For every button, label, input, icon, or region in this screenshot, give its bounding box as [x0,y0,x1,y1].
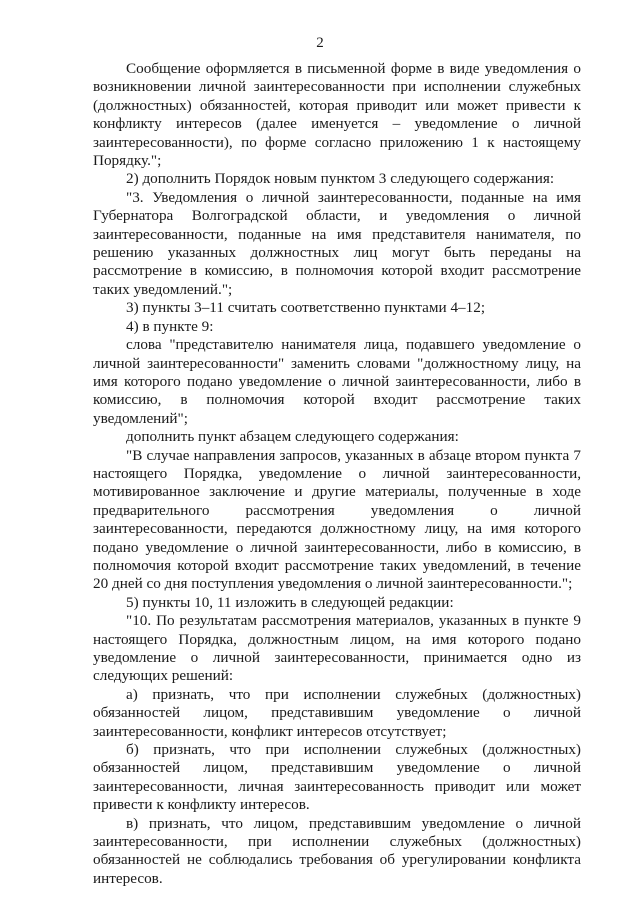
paragraph-decision-b: б) признать, что при исполнении служебных (должностных) обязанностей лицом, представившим уведомление о личной заинтересованности, личная заинтересованность приводит или может привести к конфликту интересов. [93,741,581,814]
paragraph-item-2: 2) дополнить Порядок новым пунктом 3 следующего содержания: [126,170,555,188]
paragraph-point-10: "10. По результатам рассмотрения материалов, указанных в пункте 9 настоящего Порядка, должностным лицом, на имя которого подано уведомление о личной заинтересованности, принимается одно из следующих решений: [93,612,581,685]
page-number: 2 [316,35,324,51]
paragraph-add-clause: дополнить пункт абзацем следующего содержания: [126,428,459,446]
paragraph-decision-a: а) признать, что при исполнении служебных (должностных) обязанностей лицом, представившим уведомление о личной заинтересованности, конфликт интересов отсутствует; [93,685,581,740]
paragraph-item-5: 5) пункты 10, 11 изложить в следующей редакции: [126,593,454,611]
paragraph-requests-case: "В случае направления запросов, указанных в абзаце втором пункта 7 настоящего Порядка, уведомление о личной заинтересованности, мотивированное заключение и другие материалы, полученные в ходе предварительного рассмотрения уведомления о личной заинтересованности, передаются должностному лицу, на имя которого подано уведомление о личной заинтересованности, либо в комиссию, в полномочия которой входит рассмотрение таких уведомлений, в течение 20 дней со дня поступления уведомления о личной заинтересованности."; [93,446,581,593]
paragraph-decision-c: в) признать, что лицом, представившим уведомление о личной заинтересованности, при исполнении служебных (должностных) обязанностей не соблюдались требования об урегулировании конфликта интересов. [93,814,581,887]
paragraph-new-point-3: "3. Уведомления о личной заинтересованности, поданные на имя Губернатора Волгоградской области, и уведомления о личной заинтересованности, поданные на имя представителя нанимателя, по решению указанных должностных лиц могут быть переданы на рассмотрение в комиссию, в полномочия которой входит рассмотрение таких уведомлений."; [93,188,581,298]
paragraph-replace-words: слова "представителю нанимателя лица, подавшего уведомление о личной заинтересованности" заменить словами "должностному лицу, на имя которого подано уведомление о личной заинтересованности, либо в комиссию, в полномочия которой входит рассмотрение таких уведомлений"; [93,336,581,427]
paragraph-message-form: Сообщение оформляется в письменной форме в виде уведомления о возникновении личной заинтересованности при исполнении служебных (должностных) обязанностей, которая приводит или может привести к конфликту интересов (далее именуется – уведомление о личной заинтересованности), по форме согласно приложению 1 к настоящему Порядку."; [93,60,581,170]
paragraph-item-4: 4) в пункте 9: [126,317,214,335]
document-body [93,60,581,888]
paragraph-item-3: 3) пункты 3–11 считать соответственно пунктами 4–12; [126,299,486,317]
